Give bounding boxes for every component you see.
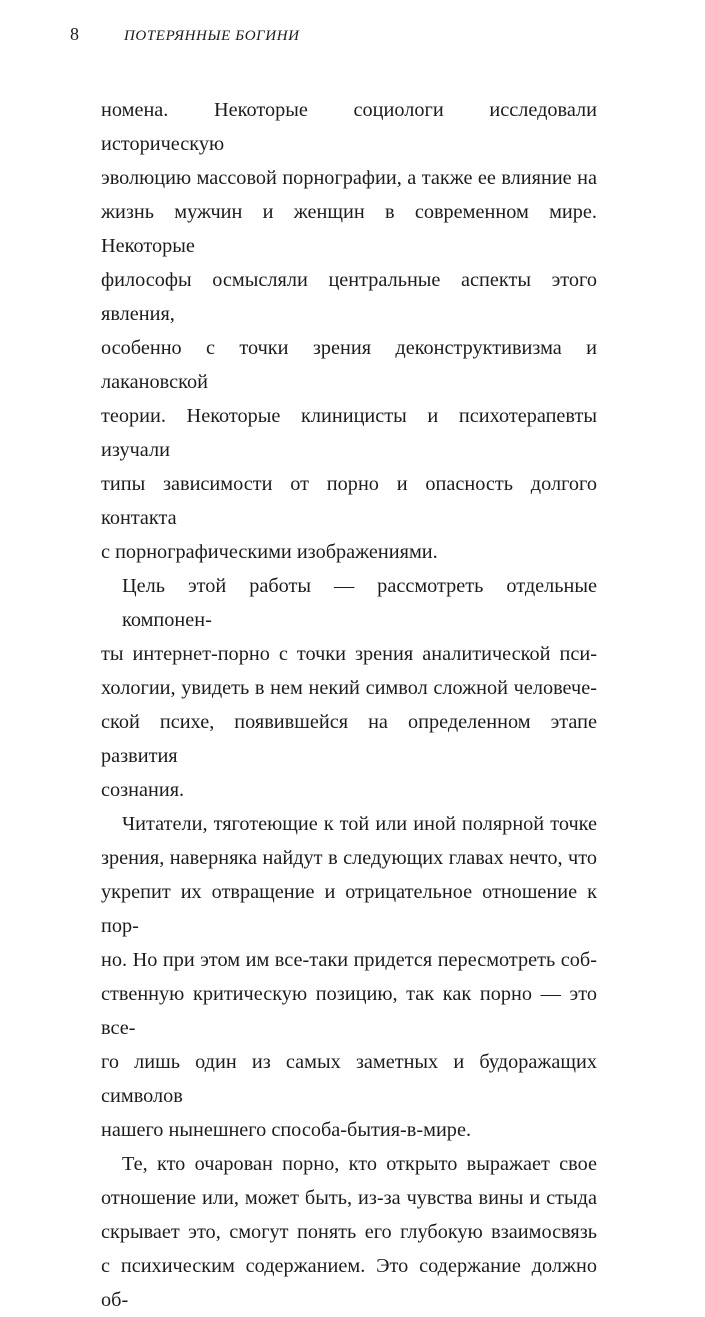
running-header [70, 22, 600, 46]
text-line: хологии, увидеть в нем некий символ сложной человече- [101, 677, 597, 699]
text-line: нашего нынешнего способа-бытия-в-мире. [101, 1119, 472, 1141]
text-line: отношение или, может быть, из-за чувства вины и стыда [101, 1187, 597, 1209]
text-line: зрения, наверняка найдут в следующих главах нечто, что [101, 847, 597, 869]
text-line: теории. Некоторые клиницисты и психотерапевты изучали [101, 405, 597, 461]
text-line: типы зависимости от порно и опасность долгого контакта [101, 473, 597, 529]
text-line: Те, кто очарован порно, кто открыто выражает свое [122, 1153, 597, 1175]
text-line: ской психе, появившейся на определенном этапе развития [101, 711, 597, 767]
text-line: ты интернет-порно с точки зрения аналитической пси- [101, 643, 597, 665]
text-line: эволюцию массовой порнографии, а также ее влияние на [101, 167, 597, 189]
text-line: скрывает это, смогут понять его глубокую взаимосвязь [101, 1221, 597, 1243]
running-title: ПОТЕРЯННЫЕ БОГИНИ [124, 28, 300, 44]
body-text [101, 93, 597, 1317]
text-line: укрепит их отвращение и отрицательное отношение к пор- [101, 881, 597, 937]
text-line: с психическим содержанием. Это содержание должно об- [101, 1255, 597, 1311]
text-line: ственную критическую позицию, так как порно — это все- [101, 983, 597, 1039]
text-line: но. Но при этом им все-таки придется пересмотреть соб- [101, 949, 597, 971]
text-line: сознания. [101, 779, 185, 801]
text-line: с порнографическими изображениями. [101, 541, 438, 563]
text-line: жизнь мужчин и женщин в современном мире. Некоторые [101, 201, 597, 257]
text-line: го лишь один из самых заметных и будоражащих символов [101, 1051, 597, 1107]
text-line: философы осмысляли центральные аспекты этого явления, [101, 269, 597, 325]
text-line: особенно с точки зрения деконструктивизма и лакановской [101, 337, 597, 393]
text-line: номена. Некоторые социологи исследовали историческую [101, 99, 597, 155]
page-number: 8 [70, 24, 79, 44]
text-line: Цель этой работы — рассмотреть отдельные компонен- [122, 575, 597, 631]
text-line: Читатели, тяготеющие к той или иной полярной точке [122, 813, 597, 835]
